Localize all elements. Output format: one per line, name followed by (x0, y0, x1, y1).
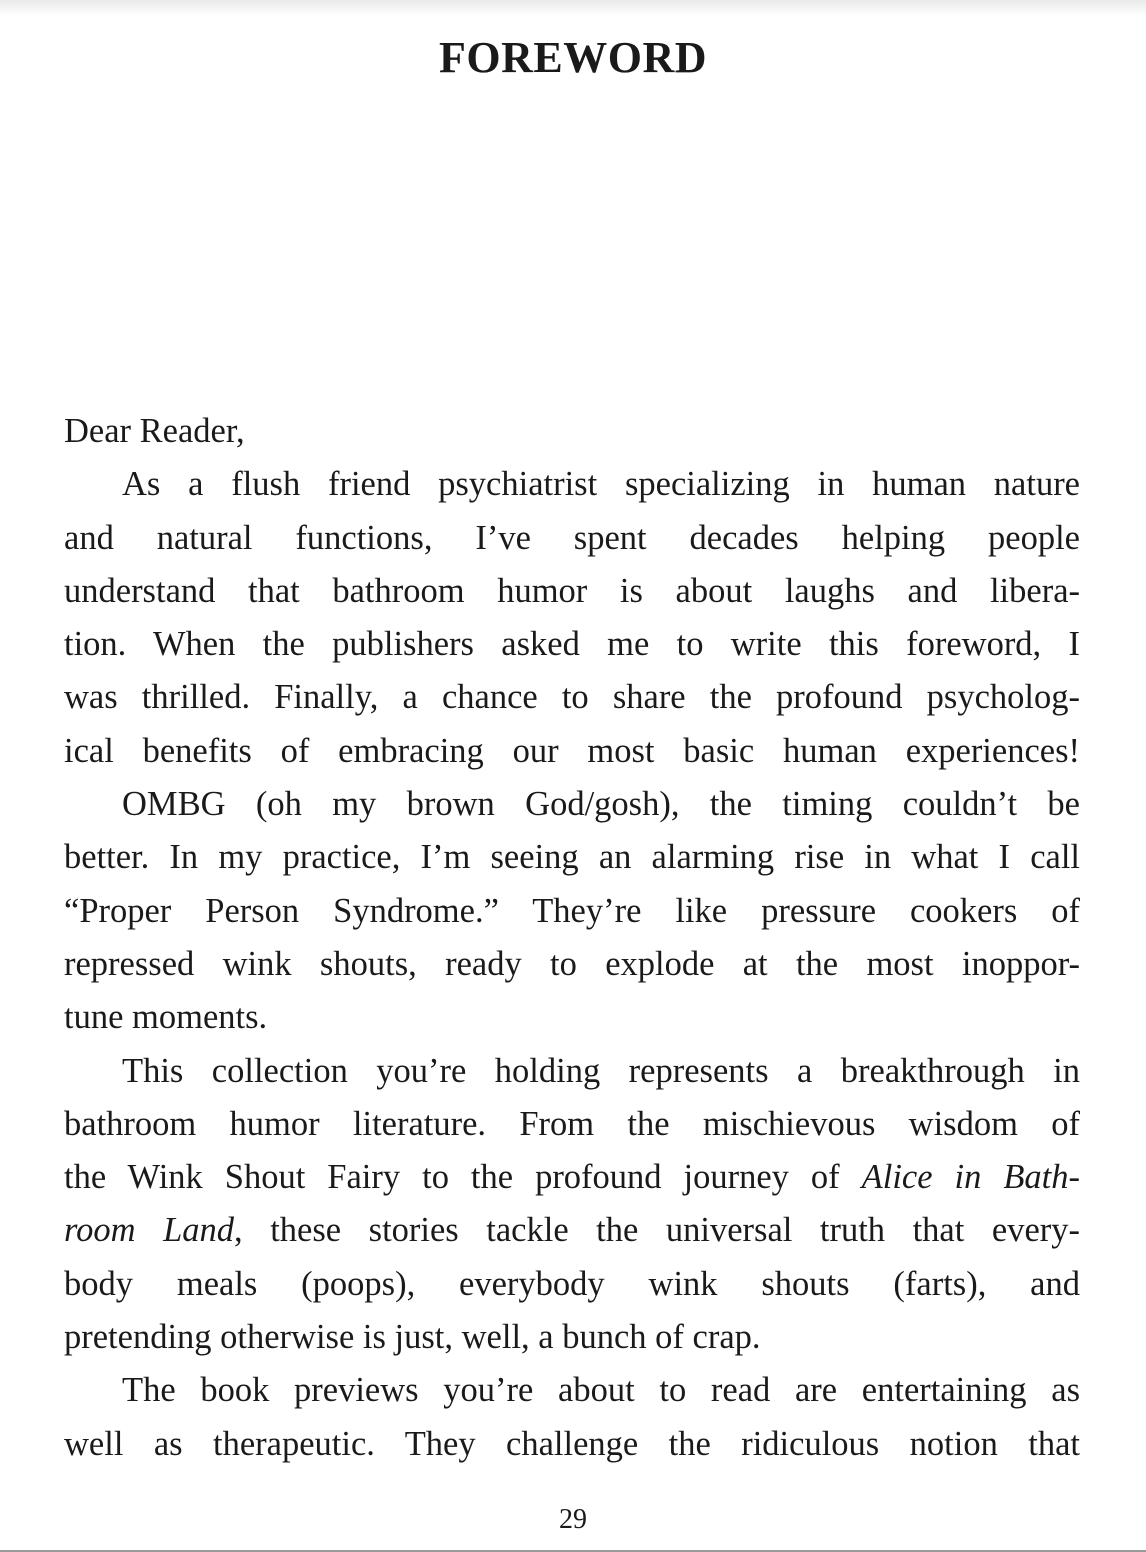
book-title-italic: Alice in Bath- (861, 1158, 1080, 1197)
paragraph-line: was thrilled. Finally, a chance to share the profound psycholog- (64, 678, 1080, 717)
paragraph-line (64, 1151, 1080, 1204)
paragraph-line: tion. When the publishers asked me to write this foreword, I (64, 625, 1080, 664)
paragraph-line: understand that bathroom humor is about laughs and libera- (64, 571, 1080, 610)
book-title-italic: room Land (64, 1211, 235, 1250)
paragraph-line: The book previews you’re about to read are entertaining as (122, 1371, 1080, 1410)
paragraph-line: body meals (poops), everybody wink shouts (farts), and (64, 1264, 1080, 1303)
paragraph-line: better. In my practice, I’m seeing an alarming rise in what I call (64, 838, 1080, 877)
top-edge-shadow (0, 0, 1146, 16)
paragraph-line: bathroom humor literature. From the mischievous wisdom of (64, 1104, 1080, 1143)
salutation-line: Dear Reader, (64, 412, 245, 450)
paragraph-line: “Proper Person Syndrome.” They’re like pressure cookers of (64, 891, 1080, 930)
paragraph-line: well as therapeutic. They challenge the ridiculous notion that (64, 1424, 1080, 1463)
paragraph-line: ical benefits of embracing our most basic human experiences! (64, 731, 1080, 770)
paragraph-line: tune moments. (64, 998, 268, 1037)
line-text: , these stories tackle the universal truth that every- (234, 1211, 1080, 1250)
paragraph-line: pretending otherwise is just, well, a bunch of crap. (64, 1318, 761, 1357)
chapter-title: FOREWORD (439, 33, 707, 82)
paragraph-line: OMBG (oh my brown God/gosh), the timing couldn’t be (122, 785, 1080, 824)
paragraph-line (64, 1204, 1080, 1257)
paragraph-line: repressed wink shouts, ready to explode at the most inoppor- (64, 944, 1080, 983)
paragraph-line: As a flush friend psychiatrist specializing in human nature (122, 465, 1080, 504)
paragraph-line: This collection you’re holding represents a breakthrough in (122, 1051, 1080, 1090)
line-text: the Wink Shout Fairy to the profound journey of (64, 1158, 862, 1197)
page-number: 29 (559, 1504, 587, 1535)
paragraph-line: and natural functions, I’ve spent decades helping people (64, 518, 1080, 557)
foreword-body (64, 405, 1080, 1471)
